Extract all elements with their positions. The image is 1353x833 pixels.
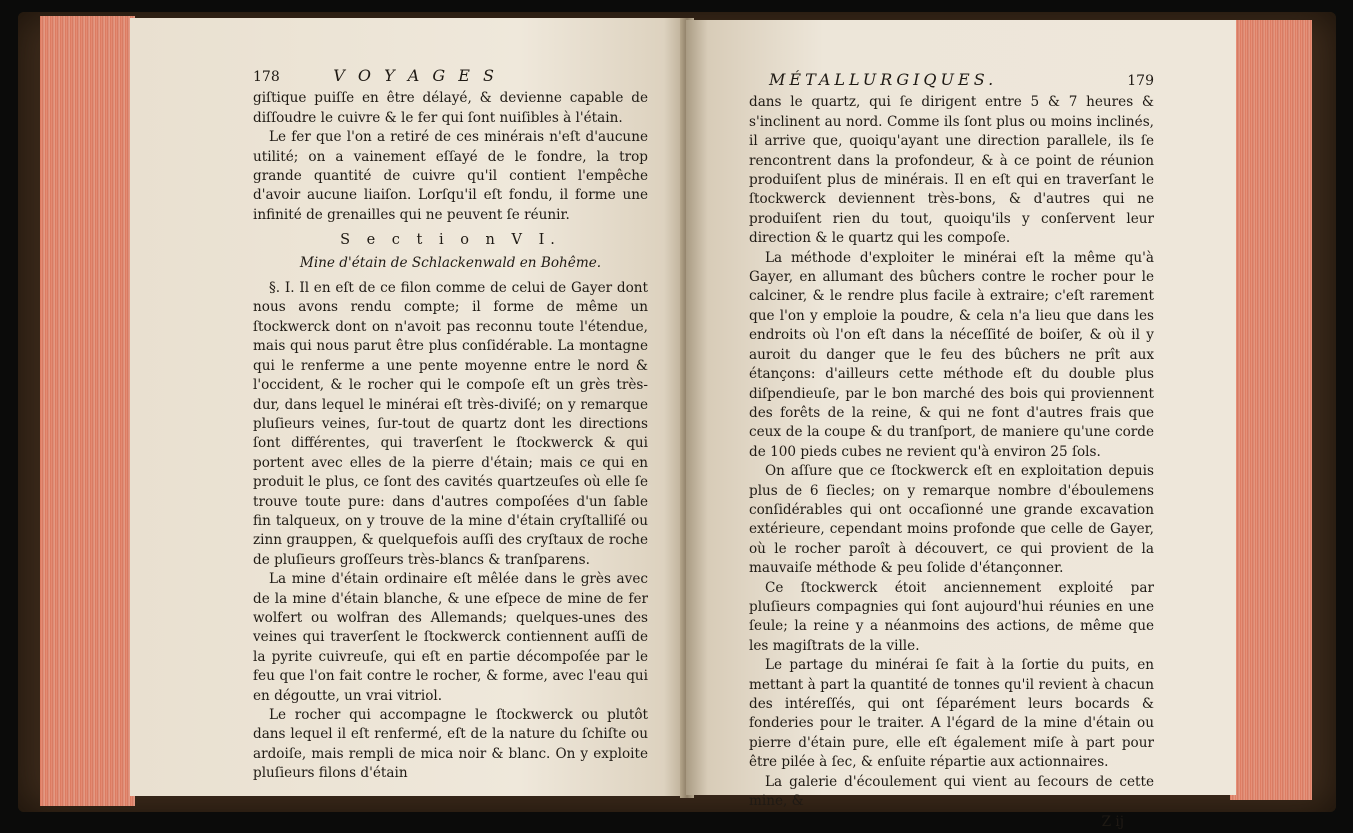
paragraph: La méthode d'exploiter le minérai eſt la même qu'à Gayer, en allumant des bûchers contre le rocher pour le calciner, & le rendre plus facile à extraire; c'eſt rarement que l'on y emploie la poudre, & cela n'a lieu que dans les endroits où l'on eſt dans la néceſſité de boiſer, & où il y auroit du danger que le feu des bûchers ne prît aux étançons: d'ailleurs cette méthode eſt du double plus diſpendieuſe, par le bon marché des bois qui proviennent des forêts de la reine, & qui ne font d'autres frais que ceux de la coupe & du tranſport, de maniere qu'une corde de 100 pieds cubes ne revient qu'à environ 25 ſols. xyxy=(749,249,1154,460)
paragraph: Le partage du minérai ſe fait à la ſortie du puits, en mettant à part la quantité de tonnes qu'il revient à chacun des intéreſſés, qui ont ſéparément leurs bocards & fonderies pour le traiter. A l'égard de la mine d'étain ou pierre d'étain pure, elle eſt également miſe à part pour être pilée à ſec, & enſuite répartie aux actionnaires. xyxy=(749,657,1154,771)
paragraph: La mine d'étain ordinaire eſt mêlée dans le grès avec de la mine d'étain blanche, & une eſpece de mine de fer wolfert ou wolfran des Allemands; quelques-unes des veines qui traverſent le ſtockwerck contiennent auſſi de la pyrite cuivreuſe, qui eſt en partie décompoſée par le feu que l'on fait contre le rocher, & forme, avec l'eau qui en dégoutte, un vrai vitriol. xyxy=(253,571,648,704)
paragraph: Ce ſtockwerck étoit anciennement exploité par pluſieurs compagnies qui ſont aujourd'hui réunies en une ſeule; la reine y a néanmoins des actions, de même que les magiſtrats de la ville. xyxy=(749,579,1154,654)
page-number: 179 xyxy=(1127,73,1154,89)
paragraph: §. I. Il en eſt de ce filon comme de celui de Gayer dont nous avons rendu compte; il forme de même un ſtockwerck dont on n'avoit pas reconnu toute l'étendue, mais qui nous parut être plus conſidérable. La montagne qui le renferme a une pente moyenne entre le nord & l'occident, & le rocher qui le compoſe eſt un grès très-dur, dans lequel le minérai eſt très-diviſé; on y remarque pluſieurs veines, ſur-tout de quartz dont les directions ſont différentes, qui traverſent le ſtockwerck & qui portent avec elles de la pierre d'étain; mais ce qui en produit le plus, ce ſont des cavités quartzeuſes où elle ſe trouve toute pure: dans d'autres compoſées d'un ſable fin talqueux, on y trouve de la mine d'étain cryſtalliſé ou zinn grauppen, & quelquefois auſſi des cryſtaux de roche de pluſieurs groſſeurs très-blancs & tranſparens. xyxy=(253,280,648,568)
paragraph: dans le quartz, qui ſe dirigent entre 5 & 7 heures & s'inclinent au nord. Comme ils ſont plus ou moins inclinés, il arrive que, quoiqu'ayant une direction parallele, ils ſe rencontrent dans la profondeur, & à ce point de réunion produiſent plus de minérais. Il en eſt qui en traverſant le ſtockwerck deviennent très-bons, & d'autres qui ne produiſent rien du tout, quoiqu'ils y conſervent leur direction & le quartz qui les compoſe. xyxy=(749,94,1154,247)
paragraph: La galerie d'écoulement qui vient au ſecours de cette mine, & xyxy=(749,773,1154,810)
left-page-edges xyxy=(40,16,135,806)
paragraph: giſtique puiſſe en être délayé, & devienne capable de diſſoudre le cuivre & le fer qui ſont nuiſibles à l'étain. xyxy=(253,90,648,126)
signature-mark: Z ij xyxy=(1101,814,1124,831)
right-page-header xyxy=(749,70,1154,91)
section-title: S e c t i o n V I. xyxy=(340,232,561,249)
left-page-text xyxy=(253,66,648,784)
paragraph: On aſſure que ce ſtockwerck eſt en exploitation depuis plus de 6 ſiecles; on y remarque nombre d'éboulemens conſidérables qui ont occaſionné une grande excavation extérieure, cependant moins profonde que celle de Gayer, où le rocher paroît à découvert, ce qui provient de la mauvaiſe méthode & peu ſolide d'étançonner. xyxy=(749,463,1154,577)
running-title: MÉTALLURGIQUES. xyxy=(769,70,998,89)
left-page-header xyxy=(253,66,648,87)
right-page-text xyxy=(749,70,1154,833)
section-subtitle: Mine d'étain de Schlackenwald en Bohême. xyxy=(299,254,602,271)
page-number: 178 xyxy=(253,69,280,85)
left-page xyxy=(130,18,686,796)
right-page-edges xyxy=(1230,20,1312,800)
paragraph: Le fer que l'on a retiré de ces minérais n'eſt d'aucune utilité; on a vainement eſſayé de le fondre, la trop grande quantité de cuivre qu'il contient l'empêche d'avoir aucune liaiſon. Lorſqu'il eſt fondu, il forme une infinité de grenailles qui ne peuvent ſe réunir. xyxy=(253,129,648,223)
running-title: V O Y A G E S xyxy=(333,66,498,85)
paragraph: Le rocher qui accompagne le ſtockwerck ou plutôt dans lequel il eſt renfermé, eſt de la nature du ſchiſte ou ardoiſe, mais rempli de mica noir & blanc. On y exploite pluſieurs filons d'étain xyxy=(253,707,648,782)
right-page xyxy=(686,20,1236,831)
